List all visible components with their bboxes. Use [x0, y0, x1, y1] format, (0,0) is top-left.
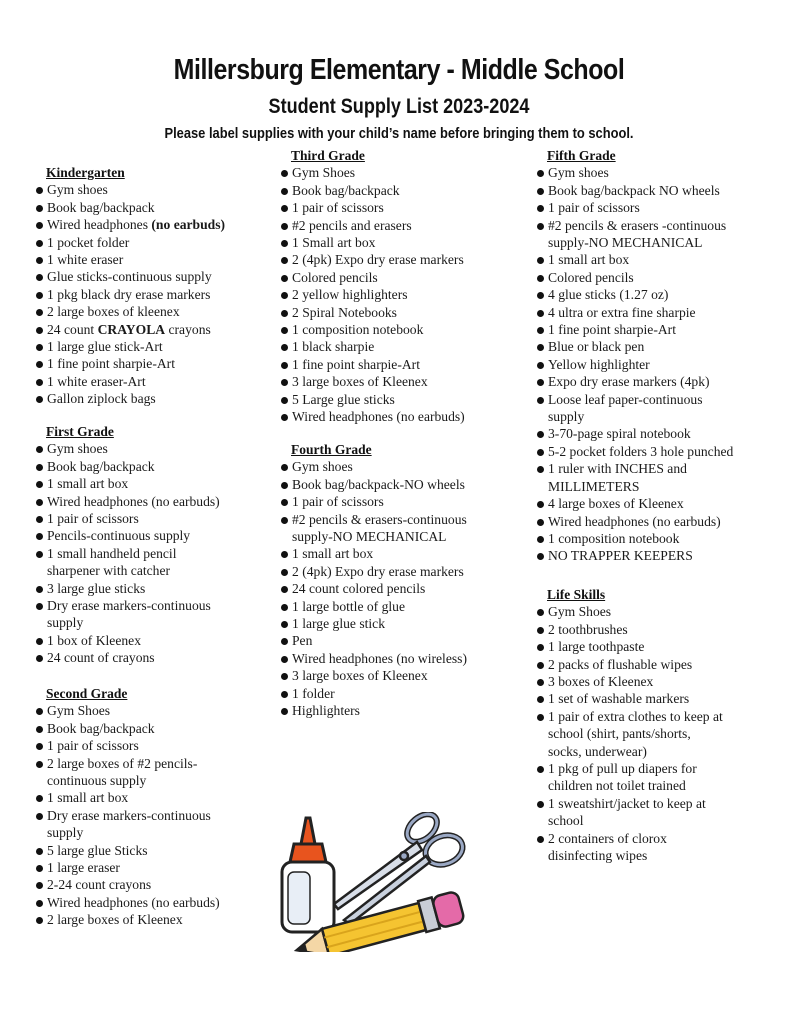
- section-kindergarten: [36, 164, 225, 408]
- list-item: Wired headphones (no earbuds): [36, 894, 220, 911]
- section-life-skills: [537, 586, 723, 864]
- list-item: 1 sweatshirt/jacket to keep at school: [537, 795, 723, 830]
- list-item: #2 pencils and erasers: [281, 217, 465, 234]
- list-item: 1 pair of scissors: [36, 737, 220, 754]
- list-item: 1 fine point sharpie-Art: [36, 355, 225, 372]
- fourth-grade-list: [281, 458, 467, 719]
- list-item: Gym shoes: [36, 440, 220, 457]
- list-item: 3 large glue sticks: [36, 580, 220, 597]
- list-item: 2 large boxes of Kleenex: [36, 911, 220, 928]
- list-item: 2 toothbrushes: [537, 621, 723, 638]
- list-item: 4 ultra or extra fine sharpie: [537, 304, 733, 321]
- section-title-second-grade: Second Grade: [46, 686, 128, 701]
- list-item: 2-24 count crayons: [36, 876, 220, 893]
- section-title-first-grade: First Grade: [46, 424, 114, 439]
- list-item: Gym shoes: [281, 458, 467, 475]
- list-item: 3 large boxes of Kleenex: [281, 667, 467, 684]
- list-item: 1 white eraser: [36, 251, 225, 268]
- list-item: Gym shoes: [36, 181, 225, 198]
- list-item: Colored pencils: [281, 269, 465, 286]
- supply-list-title: Student Supply List 2023-2024: [268, 95, 530, 118]
- kindergarten-list: [36, 181, 225, 407]
- list-item: 1 fine point sharpie-Art: [537, 321, 733, 338]
- list-item: 1 large bottle of glue: [281, 598, 467, 615]
- list-item: 1 large glue stick: [281, 615, 467, 632]
- list-item: 3-70-page spiral notebook: [537, 425, 733, 442]
- list-item: Pen: [281, 632, 467, 649]
- list-item: 1 black sharpie: [281, 338, 465, 355]
- list-item: Gym Shoes: [36, 702, 220, 719]
- second-grade-list: [36, 702, 220, 928]
- list-item: 1 box of Kleenex: [36, 632, 220, 649]
- glue-bottle-icon: [282, 818, 334, 932]
- list-item: 1 large eraser: [36, 859, 220, 876]
- list-item: Glue sticks-continuous supply: [36, 268, 225, 285]
- list-item: 1 small handheld pencil sharpener with catcher: [36, 545, 220, 580]
- list-item: #2 pencils & erasers-continuous supply-NO MECHANICAL: [281, 511, 467, 546]
- list-item: 1 small art box: [36, 475, 220, 492]
- list-item: Pencils-continuous supply: [36, 527, 220, 544]
- list-item: 1 Small art box: [281, 234, 465, 251]
- list-item: Gym Shoes: [537, 603, 723, 620]
- list-item: 2 large boxes of kleenex: [36, 303, 225, 320]
- list-item: Loose leaf paper-continuous supply: [537, 391, 733, 426]
- section-title-life-skills: Life Skills: [547, 587, 606, 602]
- list-item: 1 composition notebook: [537, 530, 733, 547]
- list-item: 1 composition notebook: [281, 321, 465, 338]
- list-item: Wired headphones (no earbuds): [36, 216, 225, 233]
- list-item: Wired headphones (no earbuds): [537, 513, 733, 530]
- school-name: Millersburg Elementary - Middle School: [173, 54, 625, 86]
- section-fifth-grade: [537, 147, 733, 565]
- list-item: 1 pkg black dry erase markers: [36, 286, 225, 303]
- section-title-fourth-grade: Fourth Grade: [291, 442, 372, 457]
- list-item: Wired headphones (no earbuds): [36, 493, 220, 510]
- section-second-grade: [36, 685, 220, 929]
- list-item: Yellow highlighter: [537, 356, 733, 373]
- list-item: 1 set of washable markers: [537, 690, 723, 707]
- list-item: Book bag/backpack: [36, 199, 225, 216]
- label-instructions: Please label supplies with your child’s name before bringing them to school.: [164, 125, 634, 142]
- section-third-grade: [281, 147, 465, 425]
- list-item: 1 pocket folder: [36, 234, 225, 251]
- section-title-third-grade: Third Grade: [291, 148, 365, 163]
- list-item: 1 small art box: [281, 545, 467, 562]
- section-fourth-grade: [281, 441, 467, 719]
- list-item: #2 pencils & erasers -continuous supply-NO MECHANICAL: [537, 217, 733, 252]
- list-item: NO TRAPPER KEEPERS: [537, 547, 733, 564]
- list-item: 1 small art box: [36, 789, 220, 806]
- list-item: 24 count of crayons: [36, 649, 220, 666]
- list-item: 1 large toothpaste: [537, 638, 723, 655]
- first-grade-list: [36, 440, 220, 666]
- list-item: 3 large boxes of Kleenex: [281, 373, 465, 390]
- list-item: 1 folder: [281, 685, 467, 702]
- list-item: 4 glue sticks (1.27 oz): [537, 286, 733, 303]
- list-item: Highlighters: [281, 702, 467, 719]
- list-item: 24 count colored pencils: [281, 580, 467, 597]
- list-item: 2 (4pk) Expo dry erase markers: [281, 563, 467, 580]
- section-first-grade: [36, 423, 220, 667]
- list-item: Wired headphones (no wireless): [281, 650, 467, 667]
- list-item: Gallon ziplock bags: [36, 390, 225, 407]
- fifth-grade-list: [537, 164, 733, 564]
- list-item: 2 containers of clorox disinfecting wipes: [537, 830, 723, 865]
- life-skills-list: [537, 603, 723, 864]
- list-item: Book bag/backpack-NO wheels: [281, 476, 467, 493]
- list-item: 2 packs of flushable wipes: [537, 656, 723, 673]
- list-item: Book bag/backpack NO wheels: [537, 182, 733, 199]
- list-item: 1 ruler with INCHES and MILLIMETERS: [537, 460, 733, 495]
- section-title-fifth-grade: Fifth Grade: [547, 148, 616, 163]
- list-item: Gym shoes: [537, 164, 733, 181]
- list-item: 1 small art box: [537, 251, 733, 268]
- list-item: 3 boxes of Kleenex: [537, 673, 723, 690]
- list-item: 1 pair of extra clothes to keep at school (shirt, pants/shorts, socks, underwear): [537, 708, 723, 760]
- school-supplies-clipart-icon: [272, 812, 477, 952]
- list-item: 1 white eraser-Art: [36, 373, 225, 390]
- list-item: 2 large boxes of #2 pencils- continuous supply: [36, 755, 220, 790]
- list-item: 1 pkg of pull up diapers for children not toilet trained: [537, 760, 723, 795]
- list-item: 2 Spiral Notebooks: [281, 304, 465, 321]
- list-item: 1 fine point sharpie-Art: [281, 356, 465, 373]
- list-item: 1 pair of scissors: [281, 199, 465, 216]
- list-item: 1 pair of scissors: [537, 199, 733, 216]
- list-item: 5-2 pocket folders 3 hole punched: [537, 443, 733, 460]
- list-item: Dry erase markers-continuous supply: [36, 807, 220, 842]
- list-item: Book bag/backpack: [36, 458, 220, 475]
- list-item: Book bag/backpack: [281, 182, 465, 199]
- list-item: Blue or black pen: [537, 338, 733, 355]
- list-item: Gym Shoes: [281, 164, 465, 181]
- third-grade-list: [281, 164, 465, 425]
- list-item: 1 pair of scissors: [281, 493, 467, 510]
- list-item: 5 Large glue sticks: [281, 391, 465, 408]
- section-title-kindergarten: Kindergarten: [46, 165, 125, 180]
- list-item: 4 large boxes of Kleenex: [537, 495, 733, 512]
- list-item: 24 count CRAYOLA crayons: [36, 321, 225, 338]
- list-item: 1 large glue stick-Art: [36, 338, 225, 355]
- list-item: 2 (4pk) Expo dry erase markers: [281, 251, 465, 268]
- list-item: 2 yellow highlighters: [281, 286, 465, 303]
- list-item: Dry erase markers-continuous supply: [36, 597, 220, 632]
- list-item: 1 pair of scissors: [36, 510, 220, 527]
- list-item: Book bag/backpack: [36, 720, 220, 737]
- list-item: Colored pencils: [537, 269, 733, 286]
- list-item: Wired headphones (no earbuds): [281, 408, 465, 425]
- list-item: Expo dry erase markers (4pk): [537, 373, 733, 390]
- list-item: 5 large glue Sticks: [36, 842, 220, 859]
